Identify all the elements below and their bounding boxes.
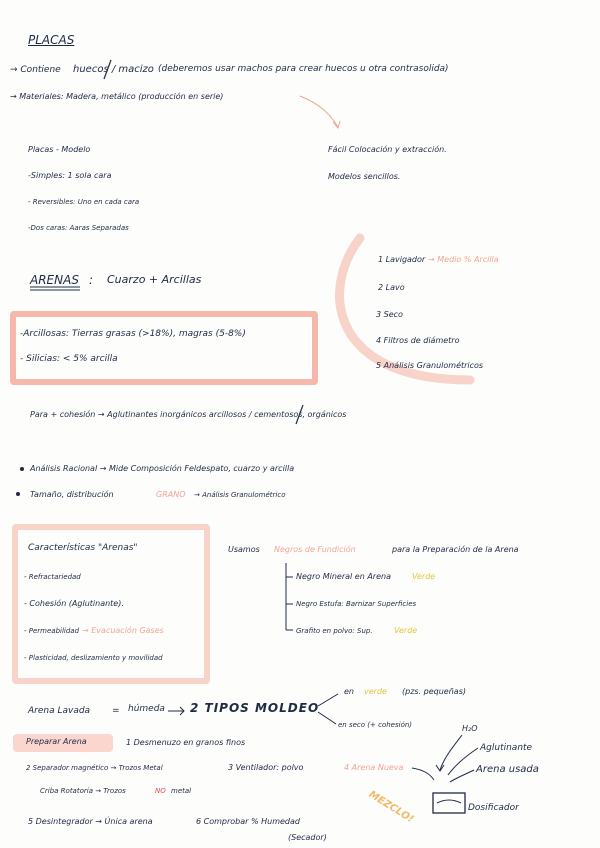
grano-word: GRANO — [156, 490, 186, 499]
step-1-extra: → Medio % Arcilla — [428, 255, 499, 264]
tamano-line: Tamaño, distribución — [30, 490, 114, 499]
silicias-line: - Silicias: < 5% arcilla — [20, 354, 118, 364]
paso-3: 3 Ventilador: polvo — [228, 763, 304, 772]
humeda-arrow — [168, 707, 184, 715]
paso-4: 4 Arena Nueva — [344, 763, 404, 772]
bullet-dot — [16, 492, 20, 496]
paso-1: 1 Desmenuzo en granos finos — [126, 738, 246, 747]
bullet-dot — [20, 467, 24, 471]
arenas-title: ARENAS — [30, 273, 79, 287]
humeda-word: húmeda — [128, 704, 165, 714]
step-1: 1 Lavigador — [378, 255, 426, 264]
pink-arrow — [300, 96, 338, 127]
analisis-racional: Análisis Racional → Mide Composición Feldespato, cuarzo y arcilla — [30, 464, 295, 473]
criba-c: metal — [171, 787, 192, 795]
caracteristica-item: - Plasticidad, deslizamiento y movilidad — [24, 654, 163, 662]
verde-c: (pzs. pequeñas) — [402, 687, 466, 696]
paso-6-secador: (Secador) — [288, 833, 327, 842]
negro-item: Grafito en polvo: Sup. — [296, 627, 373, 635]
dosificador-label: Dosificador — [468, 803, 519, 813]
verde-a: en — [344, 687, 354, 696]
caracteristica-item: - Permeabilidad — [24, 627, 80, 635]
arrow-arena-usada — [450, 770, 474, 782]
arrow-arena-nueva — [412, 768, 434, 780]
caracteristicas-title: Características "Arenas" — [28, 543, 138, 553]
negros-intro-a: Usamos — [228, 545, 260, 554]
verde-b: verde — [364, 687, 387, 696]
cohesion-line: Para + cohesión → Aglutinantes inorgánicos arcillosos / cementosos, orgánicos — [30, 410, 347, 419]
arrow-h2o — [440, 735, 462, 770]
criba-b: NO — [155, 787, 166, 795]
placas-line1-text: huecos / macizo — [73, 64, 154, 75]
negro-item-color: Verde — [412, 572, 436, 581]
paso-6: 6 Comprobar % Humedad — [196, 817, 300, 826]
permeab-extra: → Evacuación Gases — [82, 626, 164, 635]
arcillosas-line: -Arcillosas: Tierras grasas (>18%), magras (5-8%) — [20, 329, 246, 339]
placas-line1-prefix: → Contiene — [10, 65, 61, 75]
arrow-aglutinante — [448, 748, 478, 775]
negro-item-color: Verde — [394, 626, 418, 635]
arenas-colon: : — [89, 273, 94, 287]
placas-item: - Reversibles: Uno en cada cara — [28, 198, 140, 206]
placas-advantage: Fácil Colocación y extracción. — [328, 145, 447, 154]
seco-line: en seco (+ cohesión) — [338, 721, 413, 729]
negros-intro-b: Negros de Fundición — [274, 545, 356, 554]
h2o-label: H₂O — [462, 724, 478, 733]
negros-intro-c: para la Preparación de la Arena — [392, 545, 519, 554]
moldeo-fork — [318, 694, 338, 724]
step-5: 5 Análisis Granulométricos — [376, 361, 484, 370]
placas-title: PLACAS — [28, 33, 75, 47]
dos-tipos-moldeo: 2 TIPOS MOLDEO — [190, 701, 320, 715]
arena-usada-label: Arena usada — [476, 764, 539, 775]
preparar-arena: Preparar Arena — [26, 737, 87, 746]
caracteristica-item: - Cohesión (Aglutinante). — [24, 599, 124, 608]
placas-advantage: Modelos sencillos. — [328, 172, 401, 181]
aglutinante-label: Aglutinante — [480, 743, 533, 753]
step-3: 3 Seco — [376, 310, 403, 319]
negro-item: Negro Estufa: Barnizar Superficies — [296, 600, 417, 608]
negro-item: Negro Mineral en Arena — [296, 572, 391, 581]
equals-sign: = — [112, 706, 120, 716]
mezclo-label: MEZCLO! — [366, 789, 416, 826]
placas-item: Placas - Modelo — [28, 145, 91, 154]
caracteristica-item: - Refractariedad — [24, 573, 81, 581]
criba-a: Criba Rotatoria → Trozos — [40, 787, 126, 795]
placas-item: -Simples: 1 sola cara — [28, 171, 112, 180]
placas-item: -Dos caras: Aaras Separadas — [28, 224, 129, 232]
paso-2: 2 Separador magnético → Trozos Metal — [26, 764, 163, 772]
arena-lavada: Arena Lavada — [28, 706, 91, 716]
arenas-subtitle: Cuarzo + Arcillas — [107, 273, 202, 286]
placas-materiales: → Materiales: Madera, metálico (producción en serie) — [10, 92, 224, 101]
granulometrico: → Análisis Granulométrico — [194, 491, 286, 499]
step-2: 2 Lavo — [378, 283, 405, 292]
placas-line1-paren: (deberemos usar machos para crear huecos u otra contrasolida) — [158, 64, 449, 74]
paso-5: 5 Desintegrador → Única arena — [28, 817, 153, 826]
step-4: 4 Filtros de diámetro — [376, 336, 460, 345]
